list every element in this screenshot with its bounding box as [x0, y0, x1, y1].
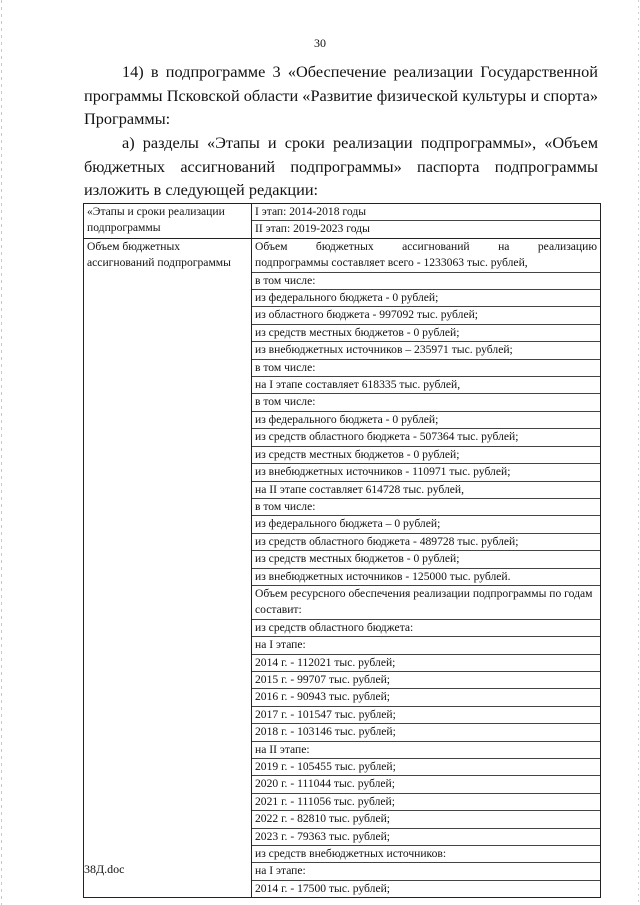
table-line: 2019 г. - 105455 тыс. рублей; [252, 759, 600, 776]
table-line: из средств областного бюджета - 507364 тыс. рублей; [252, 429, 600, 446]
budget-first-line: Объем бюджетных ассигнований на реализацию [255, 239, 597, 253]
table-line: из внебюджетных источников - 125000 тыс. рублей. [252, 569, 600, 586]
budget-value [252, 238, 601, 897]
table-line: в том числе: [252, 360, 600, 377]
stages-label: «Этапы и сроки реализации подпрограммы [84, 204, 252, 239]
stage-lines [255, 204, 597, 238]
table-line: 2016 г. - 90943 тыс. рублей; [252, 689, 600, 706]
file-name-footer: 38Д.doc [84, 862, 125, 876]
budget-label: Объем бюджетных ассигнований подпрограммы [84, 238, 252, 897]
table-line: в том числе: [252, 273, 600, 290]
stages-value [252, 204, 601, 239]
table-line: из средств местных бюджетов - 0 рублей; [252, 325, 600, 342]
table-line: 2015 г. - 99707 тыс. рублей; [252, 672, 600, 689]
table-line: Объем ресурсного обеспечения реализации подпрограммы по годам составит: [252, 586, 600, 620]
table-row-stages [84, 204, 601, 239]
paragraph-subprogram-3: 14) в подпрограмме 3 «Обеспечение реализации Государственной программы Псковской области «Развитие физической культуры и спорта» Программы: [84, 62, 598, 128]
paragraph-sections-edit: а) разделы «Этапы и сроки реализации подпрограммы», «Объем бюджетных ассигнований подпрограммы» паспорта подпрограммы изложить в следующей редакции: [84, 133, 598, 199]
scan-edge-right [638, 0, 639, 905]
table-line: 2021 г. - 111056 тыс. рублей; [252, 794, 600, 811]
table-line: из средств областного бюджета: [252, 620, 600, 637]
table-line: из федерального бюджета - 0 рублей; [252, 290, 600, 307]
table-line: из федерального бюджета – 0 рублей; [252, 516, 600, 533]
table-line: из федерального бюджета - 0 рублей; [252, 412, 600, 429]
table-line: 2014 г. - 17500 тыс. рублей; [255, 881, 391, 895]
passport-table [83, 203, 601, 898]
table-line: на I этапе: [252, 637, 600, 654]
table-line: на II этапе составляет 614728 тыс. рублей, [252, 482, 600, 499]
table-line: из средств областного бюджета - 489728 тыс. рублей; [252, 534, 600, 551]
table-line: на I этапе составляет 618335 тыс. рублей, [252, 377, 600, 394]
table-line: I этап: 2014-2018 годы [252, 204, 600, 221]
table-line: из областного бюджета - 997092 тыс. рублей; [252, 307, 600, 324]
table-line: в том числе: [252, 394, 600, 411]
table-line: из средств местных бюджетов - 0 рублей; [252, 551, 600, 568]
table-line: 2017 г. - 101547 тыс. рублей; [252, 707, 600, 724]
budget-lines [255, 255, 597, 897]
table-line: на I этапе: [252, 863, 600, 880]
table-line: из внебюджетных источников - 110971 тыс. рублей; [252, 464, 600, 481]
table-line: 2014 г. - 112021 тыс. рублей; [252, 655, 600, 672]
table-row-budget [84, 238, 601, 897]
table-line: 2023 г. - 79363 тыс. рублей; [252, 829, 600, 846]
page-number: 30 [314, 36, 326, 50]
table-line: 2022 г. - 82810 тыс. рублей; [252, 811, 600, 828]
table-line: из средств внебюджетных источников: [252, 846, 600, 863]
scan-edge-left [1, 0, 2, 905]
table-line: в том числе: [252, 499, 600, 516]
table-line: подпрограммы составляет всего - 1233063 тыс. рублей, [252, 255, 600, 272]
table-line: 2018 г. - 103146 тыс. рублей; [252, 724, 600, 741]
table-line: 2020 г. - 111044 тыс. рублей; [252, 776, 600, 793]
table-line: из внебюджетных источников – 235971 тыс. рублей; [252, 342, 600, 359]
table-line: на II этапе: [252, 742, 600, 759]
table-line: II этап: 2019-2023 годы [255, 222, 370, 236]
table-line: из средств местных бюджетов - 0 рублей; [252, 447, 600, 464]
